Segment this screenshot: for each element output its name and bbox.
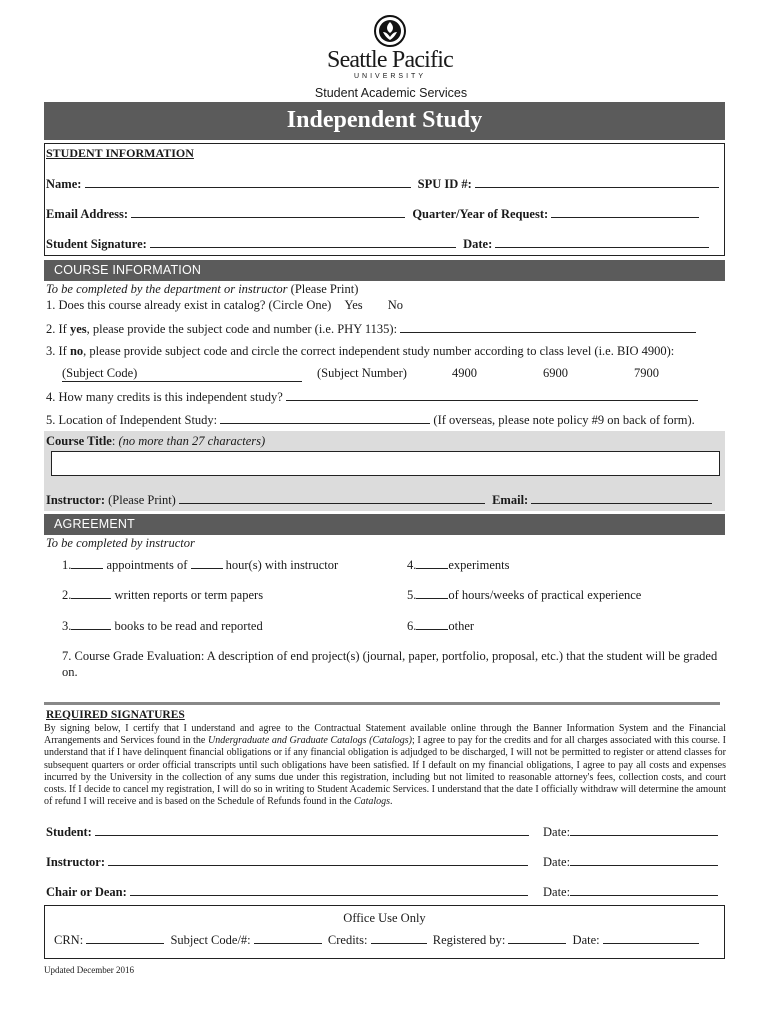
item6-field[interactable] [416, 618, 448, 630]
student-date-field[interactable] [570, 824, 718, 836]
email-label: Email Address: [46, 207, 129, 221]
signature-label: Student Signature: [46, 237, 147, 251]
signature-row [46, 236, 709, 252]
crn-field[interactable] [86, 932, 164, 944]
item3-num: 3. [62, 619, 72, 633]
item3-text: books to be read and reported [114, 619, 263, 633]
signatures-statement [44, 723, 726, 808]
seal-icon [374, 15, 406, 47]
chair-date-field[interactable] [570, 884, 718, 896]
student-date-row [543, 824, 718, 840]
item5-field[interactable] [416, 587, 448, 599]
subject-code-field[interactable] [62, 366, 302, 382]
instructor-sign-field[interactable] [108, 854, 528, 866]
item1-b: hour(s) with instructor [225, 558, 339, 572]
student-heading-text: STUDENT INFORMATION [46, 146, 194, 160]
student-sign-field[interactable] [95, 824, 529, 836]
item1-hours-field[interactable] [191, 557, 223, 569]
q4-text: 4. How many credits is this independent study? [46, 390, 283, 404]
divider [44, 702, 720, 705]
signatures-heading: REQUIRED SIGNATURES [46, 709, 185, 721]
item2-text: written reports or term papers [114, 588, 264, 602]
statement-end: . [390, 796, 393, 808]
item5-text: of hours/weeks of practical experience [448, 588, 642, 602]
agreement-bar [44, 514, 725, 535]
instructor-email-label: Email: [492, 493, 529, 507]
office-use-heading: Office Use Only [343, 911, 426, 925]
q1-text: 1. Does this course already exist in catalog? (Circle One) [46, 298, 332, 312]
instructor-label: Instructor: [46, 493, 106, 507]
item1-num: 1. [62, 558, 72, 572]
subject-code-office-field[interactable] [254, 932, 322, 944]
agreement-item-6 [407, 618, 474, 634]
name-row [46, 176, 719, 192]
level-6900[interactable]: 6900 [543, 366, 568, 380]
q2-post: , please provide the subject code and number (i.e. PHY 1135): [86, 322, 398, 336]
course-title-label: Course Title [46, 434, 112, 448]
chair-sign-row [46, 884, 528, 900]
date-label: Date: [463, 237, 493, 251]
office-date-label: Date: [572, 933, 600, 947]
subject-code-label: (Subject Code) [62, 366, 138, 380]
instructor-sign-row [46, 854, 528, 870]
course-instructions-plain: (Please Print) [287, 282, 359, 296]
name-label: Name: [46, 177, 82, 191]
spu-field[interactable] [475, 176, 719, 188]
agreement-item-2 [62, 587, 263, 603]
item3-field[interactable] [71, 618, 111, 630]
item6-text: other [448, 619, 475, 633]
agreement-item-3 [62, 618, 263, 634]
statement-part-1: By signing below, I certify that I understand and agree to the Contractual Statement available online through the Banner Information System and the Financial Arrangements and Services found in the [44, 723, 726, 747]
chair-sign-field[interactable] [130, 884, 528, 896]
subject-code-office-label: Subject Code/#: [170, 933, 251, 947]
agreement-item-7: 7. Course Grade Evaluation: A description of end project(s) (journal, paper, portfolio, proposal, etc.) that the student will be graded on. [62, 649, 718, 679]
office-row [54, 932, 699, 948]
quarter-field[interactable] [551, 206, 699, 218]
item1-count-field[interactable] [71, 557, 103, 569]
q5-field[interactable] [220, 412, 430, 424]
course-instructions [46, 282, 358, 297]
q4-field[interactable] [286, 389, 698, 401]
q1-no[interactable]: No [387, 298, 404, 312]
course-title-input[interactable] [51, 451, 720, 476]
university-logo [0, 0, 770, 90]
q2-pre: 2. If [46, 322, 70, 336]
item2-num: 2. [62, 588, 72, 602]
q1-yes[interactable]: Yes [344, 298, 363, 312]
q5-row [46, 412, 695, 428]
instructor-field[interactable] [179, 492, 485, 504]
student-sign-row [46, 824, 529, 840]
agreement-instructions: To be completed by instructor [46, 536, 195, 550]
item1-a: appointments of [106, 558, 188, 572]
q1-row [46, 298, 403, 313]
q2-field[interactable] [400, 321, 696, 333]
q2-row [46, 321, 696, 337]
agreement-item-1 [62, 557, 338, 573]
logo-name: Seattle Pacific [327, 47, 453, 73]
q3-row [46, 344, 674, 359]
level-7900[interactable]: 7900 [634, 366, 659, 380]
office-date-field[interactable] [603, 932, 699, 944]
course-heading: COURSE INFORMATION [54, 263, 202, 277]
subject-row [62, 366, 302, 382]
statement-part-2: ; I agree to pay for the credits and for all charges associated with this course. I understand that if I have delinquent financial obligations or if any financial obligation is adjudged to be discharged, I will not be permitted to register or attend classes for subsequent quarters or order official transcripts until such obligations have been satisfied. If I default on my financial obligations, I agree to pay all costs and expenses incurred by the University in the collection of any sums due under this registration, including but not limited to reasonable attorney's fees, collection costs, and court costs. If I decide to cancel my registration, I will do so in writing to Student Academic Services. I understand that the date I officially withdraw will determine the amount of refund I will receive and is based on the Schedule of Refunds found in the [44, 735, 727, 808]
item2-field[interactable] [71, 587, 111, 599]
item6-num: 6. [407, 619, 417, 633]
spu-label: SPU ID #: [417, 177, 472, 191]
logo-sub: UNIVERSITY [353, 73, 426, 80]
chair-sign-label: Chair or Dean: [46, 885, 127, 899]
statement-catalogs-2: Catalogs [353, 796, 391, 808]
course-title-note: (no more than 27 characters) [118, 434, 266, 448]
chair-date-label: Date: [543, 885, 571, 899]
agreement-item-4 [407, 557, 509, 573]
item5-num: 5. [407, 588, 417, 602]
course-bar [44, 260, 725, 281]
instructor-date-row [543, 854, 718, 870]
item4-field[interactable] [416, 557, 448, 569]
course-title-row: Course Title: (no more than 27 characters) [46, 434, 266, 448]
subject-number-label: (Subject Number) [317, 366, 407, 380]
updated-note: Updated December 2016 [44, 965, 134, 975]
course-instructions-italic: To be completed by the department or instructor [46, 282, 288, 296]
agreement-item-5 [407, 587, 641, 603]
item4-num: 4. [407, 558, 417, 572]
department: Student Academic Services [314, 86, 468, 100]
q5-text: 5. Location of Independent Study: [46, 413, 218, 427]
name-field[interactable] [85, 176, 411, 188]
instructor-sign-label: Instructor: [46, 855, 106, 869]
registered-field[interactable] [508, 932, 566, 944]
crn-label: CRN: [54, 933, 84, 947]
student-heading [46, 146, 194, 161]
agreement-heading: AGREEMENT [54, 517, 135, 531]
q5-note: (If overseas, please note policy #9 on back of form). [433, 413, 695, 427]
q3-bold: no [69, 344, 84, 358]
level-4900[interactable]: 4900 [452, 366, 477, 380]
student-date-label: Date: [543, 825, 571, 839]
item4-text: experiments [448, 558, 510, 572]
q4-row [46, 389, 698, 405]
chair-date-row [543, 884, 718, 900]
date-field[interactable] [495, 236, 709, 248]
instructor-date-field[interactable] [570, 854, 718, 866]
signature-field[interactable] [150, 236, 456, 248]
credits-field[interactable] [371, 932, 427, 944]
page-title: Independent Study [286, 107, 483, 133]
email-field[interactable] [131, 206, 405, 218]
subject-number[interactable] [317, 366, 407, 381]
student-sign-label: Student: [46, 825, 92, 839]
instructor-row [46, 492, 712, 508]
instructor-email-field[interactable] [531, 492, 712, 504]
q2-bold: yes [69, 322, 87, 336]
instructor-date-label: Date: [543, 855, 571, 869]
registered-label: Registered by: [432, 933, 506, 947]
email-row [46, 206, 699, 222]
instructor-note: (Please Print) [105, 493, 176, 507]
quarter-label: Quarter/Year of Request: [412, 207, 549, 221]
credits-label: Credits: [327, 933, 368, 947]
statement-catalogs: Undergraduate and Graduate Catalogs (Catalogs) [207, 735, 412, 747]
q3-post: , please provide subject code and circle the correct independent study number according to class level (i.e. BIO 4900): [83, 344, 675, 358]
q3-pre: 3. If [46, 344, 70, 358]
title-bar [44, 102, 725, 140]
